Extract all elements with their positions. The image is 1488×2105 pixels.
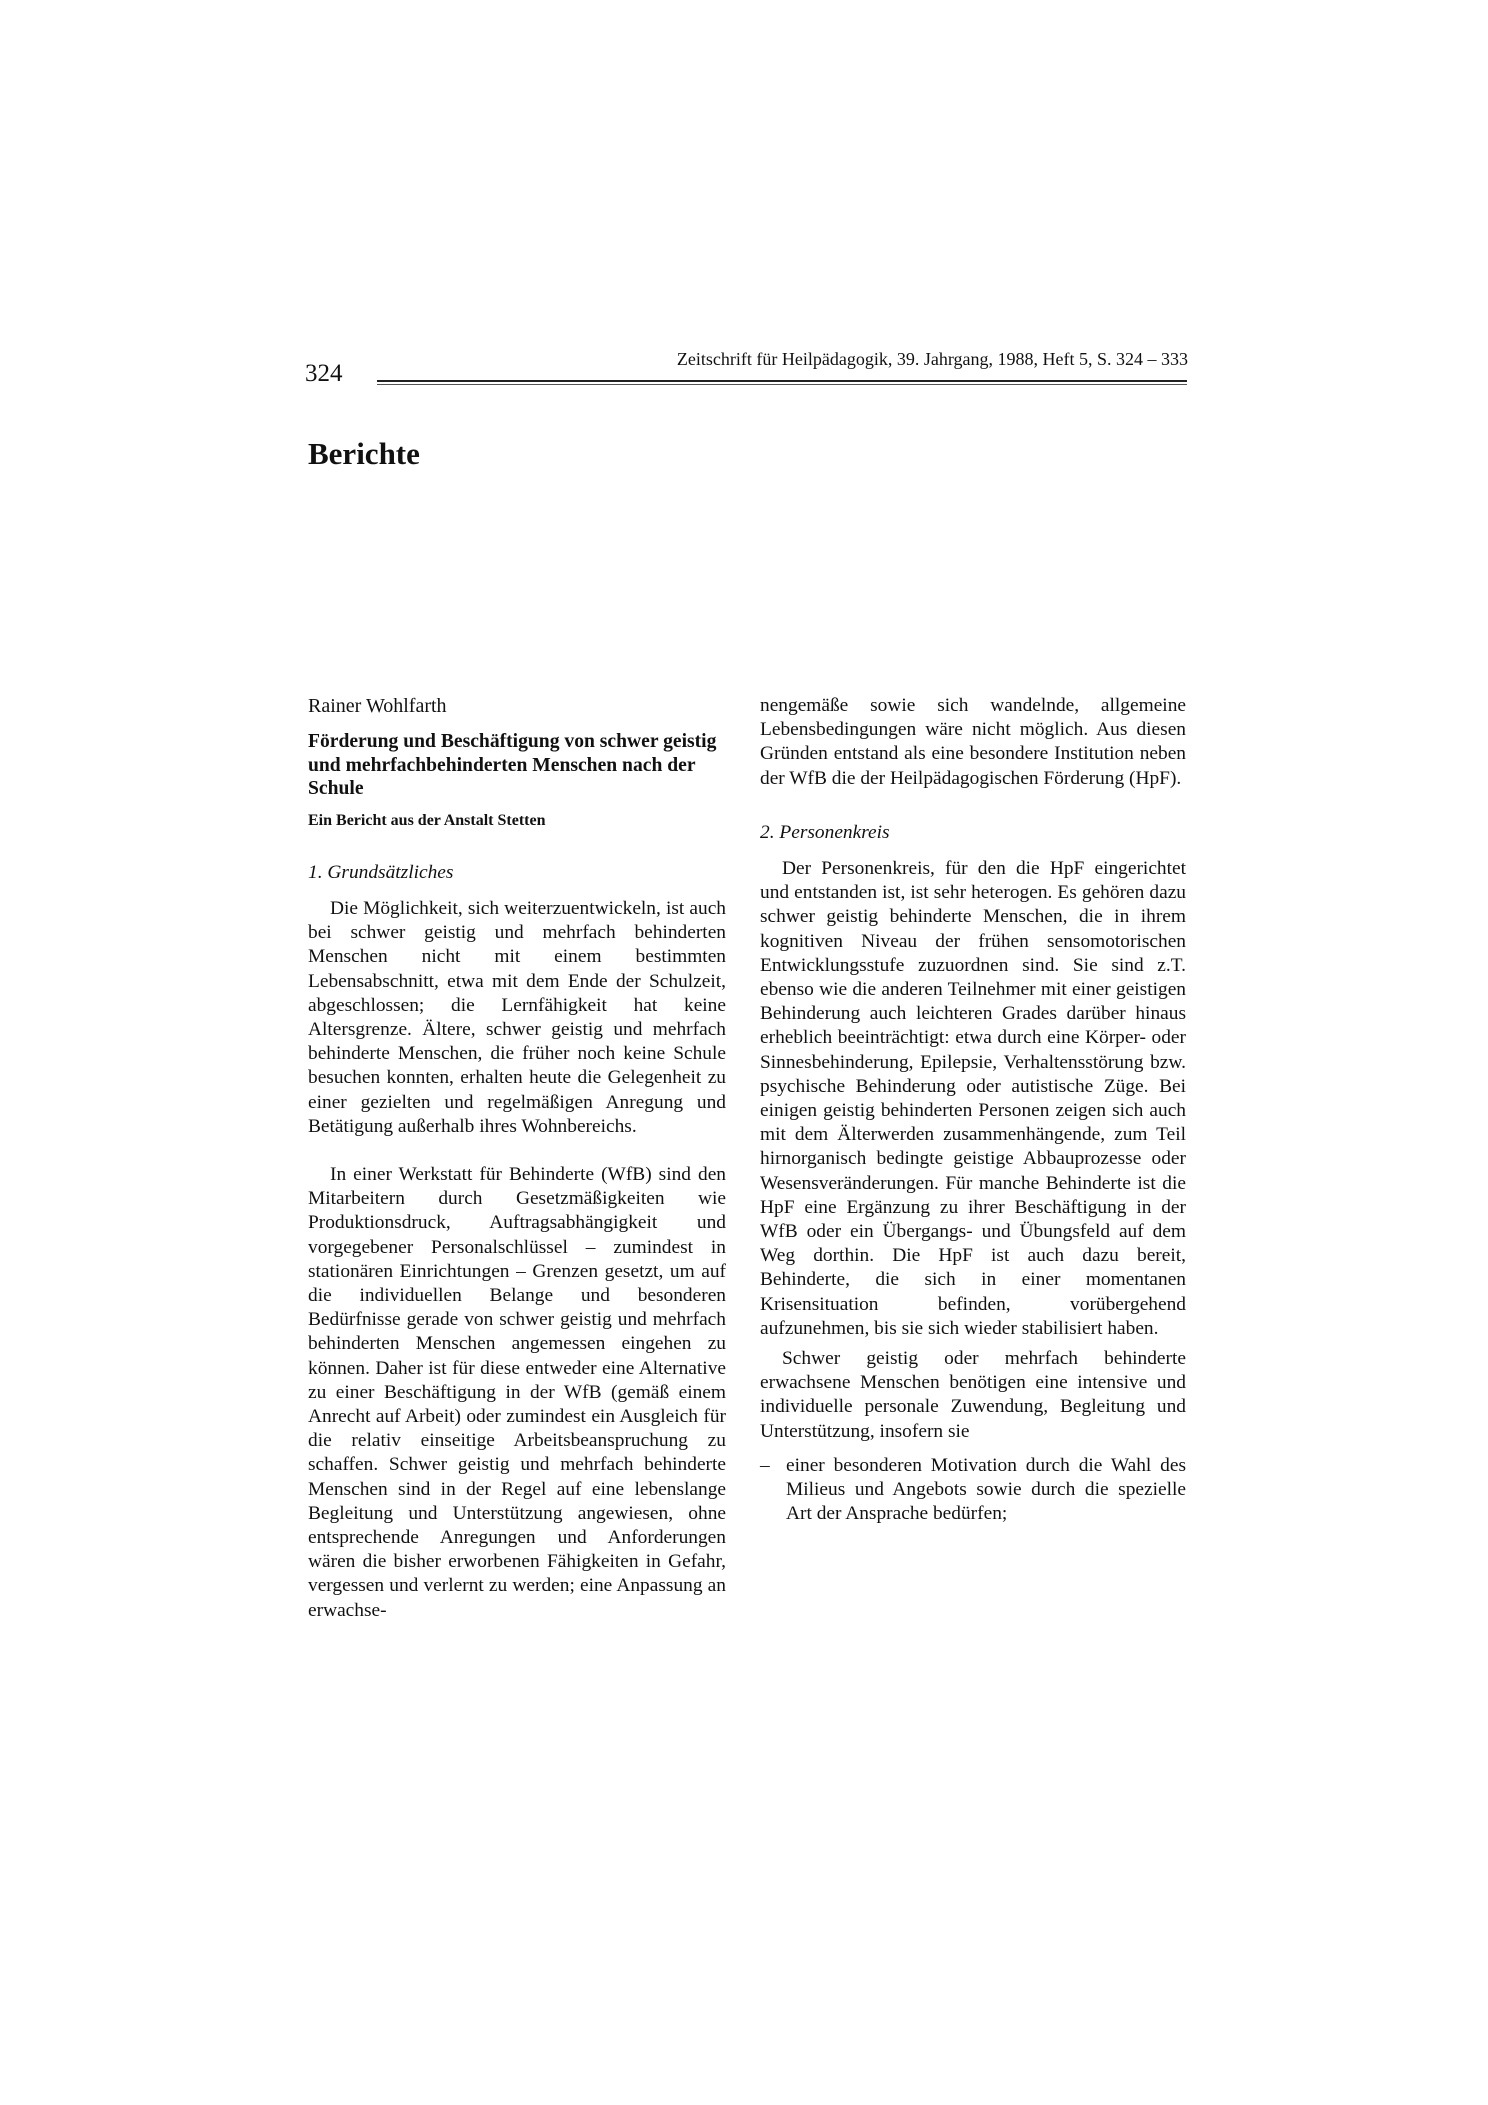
list-item-text: einer besonderen Motivation durch die Wahl des Milieus und Angebots sowie durch die spezielle Art der Ansprache bedürfen; <box>786 1454 1186 1525</box>
bullet-list <box>760 1454 1186 1527</box>
paragraph: Der Personenkreis, für den die HpF eingerichtet und entstanden ist, ist sehr heterogen. Es gehören dazu schwer geistig behinderte Menschen, die in ihrem kognitiven Niveau der frühen sensomotorischen Entwicklungsstufe zuzuordnen sind. Sie sind z.T. ebenso wie die anderen Teilnehmer mit einer geistigen Behinderung auch leichteren Grades darüber hinaus erheblich beeinträchtigt: etwa durch eine Körper- oder Sinnesbehinderung, Epilepsie, Verhaltensstörung bzw. psychische Behinderung oder autistische Züge. Bei einigen geistig behinderten Personen zeigen sich auch mit dem Älterwerden zusammenhängende, zum Teil hirnorganisch bedingte geistige Abbauprozesse oder Wesensveränderungen. Für manche Behinderte ist die HpF eine Ergänzung zu ihrer Beschäftigung in der WfB oder ein Übergangs- und Übungsfeld auf dem Weg dorthin. Die HpF ist auch dazu bereit, Behinderte, die sich in einer momentanen Krisensituation befinden, vorübergehend aufzunehmen, bis sie sich wieder stabilisiert haben. <box>760 858 1186 1339</box>
section-title: Berichte <box>308 436 420 471</box>
list-item <box>760 1454 1186 1527</box>
paragraph: In einer Werkstatt für Behinderte (WfB) sind den Mitarbeitern durch Gesetzmäßigkeiten wie Produktionsdruck, Auftragsabhängigkeit und vorgegebener Personalschlüssel – zumindest in stationären Einrichtungen – Grenzen gesetzt, um auf die individuellen Belange und besonderen Bedürfnisse gerade von schwer geistig und mehrfach behinderten Menschen angemessen eingehen zu können. Daher ist für diese entweder eine Alternative zu einer Beschäftigung in der WfB (gemäß einem Anrecht auf Arbeit) oder zumindest ein Ausgleich für die relativ einseitige Arbeitsbeanspruchung zu schaffen. Schwer geistig und mehrfach behinderte Menschen sind in der Regel auf eine lebenslange Begleitung und Unterstützung angewiesen, ohne entsprechende Anregungen und Anforderungen wären die bisher erworbenen Fähigkeiten in Gefahr, vergessen und verlernt zu werden; eine Anpassung an erwachse- <box>308 1163 726 1621</box>
paragraph: Die Möglichkeit, sich weiterzuentwickeln, ist auch bei schwer geistig und mehrfach behinderten Menschen nicht mit einem bestimmten Lebensabschnitt, etwa mit dem Ende der Schulzeit, abgeschlossen; die Lernfähigkeit hat keine Altersgrenze. Ältere, schwer geistig und mehrfach behinderte Menschen, die früher noch keine Schule besuchen konnten, erhalten heute die Gelegenheit zu einer gezielten und regelmäßigen Anregung und Betätigung außerhalb ihres Wohnbereichs. <box>308 897 726 1137</box>
journal-running-head: Zeitschrift für Heilpädagogik, 39. Jahrgang, 1988, Heft 5, S. 324 – 333 <box>676 349 1188 369</box>
paragraph: Schwer geistig oder mehrfach behinderte erwachsene Menschen benötigen eine intensive und individuelle personale Zuwendung, Begleitung und Unterstützung, insofern sie <box>760 1348 1186 1442</box>
article-author: Rainer Wohlfarth <box>308 695 447 717</box>
paragraph-continuation: nengemäße sowie sich wandelnde, allgemeine Lebensbedingungen wäre nicht möglich. Aus diesen Gründen entstand als eine besondere Institution neben der WfB die der Heilpädagogischen Förderung (HpF). <box>760 695 1186 789</box>
right-column <box>760 694 1186 1527</box>
article-subtitle: Ein Bericht aus der Anstalt Stetten <box>308 811 546 829</box>
header-rule-secondary <box>377 384 1187 385</box>
page-number: 324 <box>305 360 343 387</box>
section-heading-2: 2. Personenkreis <box>760 821 890 843</box>
header-rule <box>377 380 1187 382</box>
article-title: Förderung und Beschäftigung von schwer geistig und mehrfachbehinderten Menschen nach der Schule <box>308 731 717 800</box>
dash-marker: – <box>760 1454 770 1476</box>
section-heading-1: 1. Grundsätzliches <box>308 861 454 883</box>
left-column <box>308 694 726 1623</box>
